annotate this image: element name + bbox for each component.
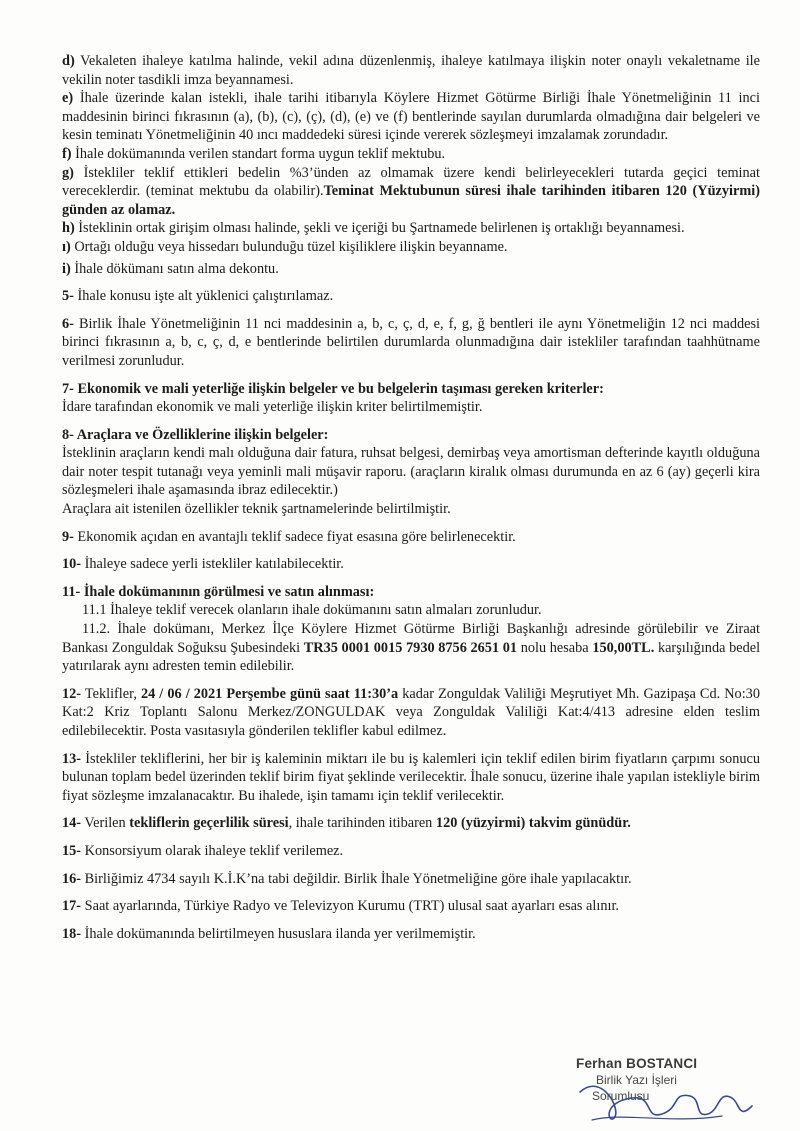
item-g (62, 164, 760, 220)
section-15-number: 15- (62, 842, 82, 859)
section-5-number: 5- (62, 288, 74, 305)
section-7-heading: 7- Ekonomik ve mali yeterliğe ilişkin belgeler ve bu belgelerin taşıması gereken kriterler: (62, 380, 604, 397)
section-15-text: Konsorsiyum olarak ihaleye teklif verilemez. (84, 842, 344, 859)
section-7 (62, 380, 760, 417)
section-14-bold-2: 120 (yüzyirmi) takvim günüdür. (435, 815, 631, 832)
item-i-dotless-text: Ortağı olduğu veya hissedarı bulunduğu tüzel kişiliklere ilişkin beyanname. (74, 238, 508, 255)
item-d (62, 52, 760, 89)
section-16-number: 16- (62, 870, 82, 887)
item-i-dotless (62, 238, 760, 257)
section-18-text: İhale dokümanında belirtilmeyen hususlara ilanda yer verilmemiştir. (84, 925, 476, 942)
section-11-2-text-b: nolu hesaba (520, 639, 589, 656)
section-16-text: Birliğimiz 4734 sayılı K.İ.K’na tabi değildir. Birlik İhale Yönetmeliğine göre ihale yapılacaktır. (84, 870, 632, 887)
section-16 (62, 870, 760, 889)
section-12-number: 12- (62, 685, 82, 702)
item-h (62, 219, 760, 238)
section-9-number: 9- (62, 528, 74, 545)
item-i-text: İhale dökümanı satın alma dekontu. (74, 260, 279, 277)
section-13 (62, 750, 760, 806)
item-g-label: g) (62, 164, 74, 181)
item-g-bold: Teminat Mektubunun süresi ihale tarihinden itibaren 120 (Yüzyirmi) günden az olamaz. (62, 183, 760, 218)
section-11-2-amount: 150,00TL. (592, 639, 655, 656)
handwritten-signature-icon (562, 1062, 762, 1126)
item-h-text: İsteklinin ortak girişim olması halinde, şekli ve içeriği bu Şartnamede belirlenen iş ortaklığı beyannamesi. (78, 220, 685, 237)
section-5 (62, 287, 760, 306)
item-e-text: İhale üzerinde kalan istekli, ihale tarihi itibarıyla Köylere Hizmet Götürme Birliği İhale Yönetmeliğinin 11 inci maddesinin birinci fıkrasının (a), (b), (c), (ç), (d), (e) ve (f) bentlerinde sayılan durumlarda olmadığına dair belgeleri ve kesin teminatı Yönetmeliğinin 40 ıncı maddedeki süresi içinde vererek sözleşmeyi imzalamak zorundadır. (62, 90, 760, 144)
section-18-number: 18- (62, 925, 82, 942)
section-17-text: Saat ayarlarında, Türkiye Radyo ve Televizyon Kurumu (TRT) ulusal saat ayarları esas alınır. (84, 898, 620, 915)
section-11-1: 11.1 İhaleye teklif verecek olanların ihale dokümanını satın almaları zorunludur. (82, 602, 542, 619)
signature-title-line-2: Sorumlusu (592, 1089, 650, 1103)
section-8-text: İsteklinin araçların kendi malı olduğuna dair fatura, ruhsat belgesi, demirbaş veya amortisman defterinde kayıtlı olduğuna dair noter tespit tutanağı veya yeminli mali müşavir raporu. (araçların kiralık olması durumunda en az 6 (ay) geçerli kira sözleşmeleri ihale aşamasında ibraz edilecektir.) (62, 445, 760, 499)
section-12 (62, 685, 760, 741)
item-f-text: İhale dokümanında verilen standart forma uygun teklif mektubu. (75, 145, 446, 162)
section-9-text: Ekonomik açıdan en avantajlı teklif sadece fiyat esasına göre belirlenecektir. (77, 528, 516, 545)
section-8-heading: 8- Araçlara ve Özelliklerine ilişkin belgeler: (62, 426, 329, 443)
document-body (62, 52, 760, 943)
item-e (62, 89, 760, 145)
section-6-number: 6- (62, 315, 74, 332)
section-7-text: İdare tarafından ekonomik ve mali yeterliğe ilişkin kriter belirtilmemiştir. (62, 399, 483, 416)
section-17 (62, 897, 760, 916)
section-12-date: 24 / 06 / 2021 Perşembe günü saat 11:30’a (140, 685, 399, 702)
section-13-text: İstekliler tekliflerini, her bir iş kaleminin miktarı ile bu iş kalemleri için teklif edilen birim fiyatların çarpımı sonucu bulunan toplam bedel üzerinden teklif birim fiyat şeklinde verilecektir. İhale sonucu, üzerine ihale yapılan istekliyle birim fiyat sözleşme imzalanacaktır. Bu ihalede, işin tamamı için teklif verilecektir. (62, 750, 760, 804)
section-14 (62, 814, 760, 833)
section-14-bold-1: tekliflerin geçerlilik süresi (129, 815, 289, 832)
section-11-2-text-a: 11.2. İhale dokümanı, Merkez İlçe Köylere Hizmet Götürme Birliği Başkanlığı adresinde görülebilir ve Ziraat Bankası Zonguldak Soğuksu Şubesindeki (62, 621, 760, 656)
item-d-text: Vekaleten ihaleye katılma halinde, vekil adına düzenlenmiş, ihaleye katılmaya ilişkin noter onaylı vekaletname ile vekilin noter tasdikli imza beyannamesi. (62, 53, 760, 88)
section-17-number: 17- (62, 898, 82, 915)
section-8-text2: Araçlara ait istenilen özellikler teknik şartnamelerinde belirtilmiştir. (62, 501, 451, 518)
section-6 (62, 315, 760, 371)
item-h-label: h) (62, 220, 75, 237)
item-i-label: i) (62, 260, 71, 277)
section-12-text-a: Teklifler, (84, 685, 137, 702)
section-14-text-b: , ihale tarihinden itibaren (288, 815, 433, 832)
section-9 (62, 528, 760, 547)
item-i-dotless-label: ı) (62, 238, 71, 255)
section-10-number: 10- (62, 556, 82, 573)
section-14-text-a: Verilen (84, 815, 126, 832)
signature-title-line-1: Birlik Yazı İşleri (596, 1073, 677, 1087)
section-12-text-b: kadar Zonguldak Valiliği Meşrutiyet Mh. Gazipaşa Cd. No:30 Kat:2 Kriz Toplantı Salonu Merkez/ZONGULDAK veya Zonguldak Valiliği Kat:4/413 adresine elden teslim edilebilecektir. Posta vasıtasıyla gönderilen teklifler kabul edilmez. (62, 685, 760, 739)
section-18 (62, 925, 760, 944)
section-6-text: Birlik İhale Yönetmeliğinin 11 nci maddesinin a, b, c, ç, d, e, f, g, ğ bentleri ile aynı Yönetmeliğin 12 nci maddesi birinci fıkrasının a, b, c, ç, d, e bentlerinde belirtilen durumlarda olunmadığına dair istekliler tarafından taahhütname verilmesi zorunludur. (62, 315, 761, 369)
section-11 (62, 583, 760, 676)
section-13-number: 13- (62, 750, 82, 767)
item-g-text: İstekliler teklif ettikleri bedelin %3’ünden az olmamak üzere kendi belirleyecekleri tutarda geçici teminat vereceklerdir. (teminat mektubu da olabilir). (62, 164, 760, 200)
item-i (62, 260, 760, 279)
section-11-2 (62, 620, 760, 676)
item-d-label: d) (62, 53, 75, 69)
section-15 (62, 842, 760, 861)
signature-name: Ferhan BOSTANCI (576, 1056, 698, 1071)
item-f-label: f) (62, 145, 72, 162)
section-14-number: 14- (62, 815, 82, 832)
section-5-text: İhale konusu işte alt yüklenici çalıştırılamaz. (77, 288, 334, 305)
signature-block (562, 1056, 762, 1126)
section-11-2-iban: TR35 0001 0015 7930 8756 2651 01 (303, 639, 518, 656)
section-8 (62, 426, 760, 519)
section-11-heading: 11- İhale dokümanının görülmesi ve satın alınması: (62, 583, 375, 600)
section-10-text: İhaleye sadece yerli istekliler katılabilecektir. (84, 556, 344, 573)
section-10 (62, 555, 760, 574)
section-11-2-text-c: karşılığında bedel yatırılarak aynı adresten temin edilebilir. (62, 639, 761, 675)
item-e-label: e) (62, 90, 74, 107)
item-f (62, 145, 760, 164)
